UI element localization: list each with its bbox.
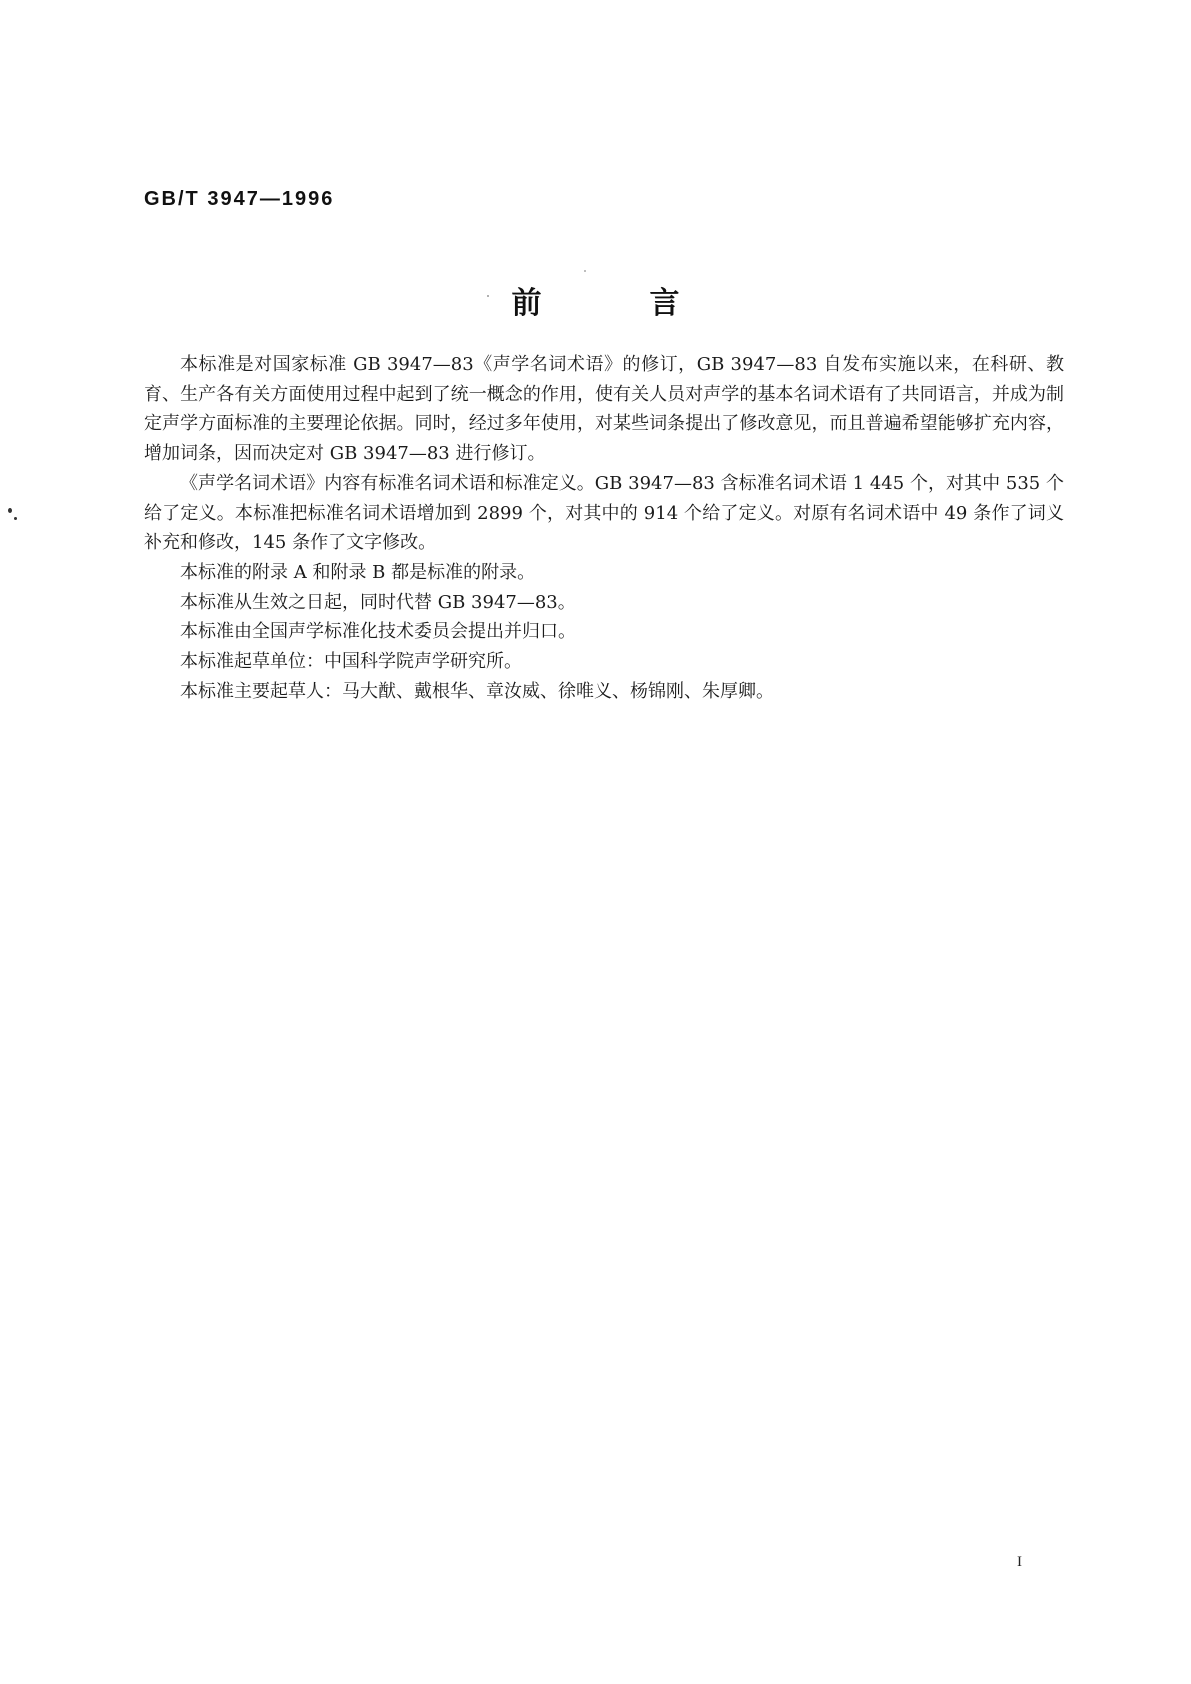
standard-code: GB/T 3947—1996 [144, 188, 335, 210]
page-number: I [1017, 1554, 1022, 1570]
page-title: 前言 [511, 286, 788, 321]
scan-mark [584, 270, 586, 272]
paragraph: 本标准由全国声学标准化技术委员会提出并归口。 [180, 621, 576, 643]
paragraph: 本标准的附录 A 和附录 B 都是标准的附录。 [180, 561, 536, 583]
paragraph: 本标准起草单位：中国科学院声学研究所。 [180, 651, 522, 673]
scan-mark [487, 295, 489, 297]
scan-mark [8, 508, 12, 513]
paragraph: 本标准是对国家标准 GB 3947—83《声学名词术语》的修订，GB 3947—83 自发布实施以来，在科研、教育、生产各有关方面使用过程中起到了统一概念的作用，使有关人员对声学的基本名词术语有了共同语言，并成为制定声学方面标准的主要理论依据。同时，经过多年使用，对某些词条提出了修改意见，而且普遍希望能够扩充内容，增加词条，因而决定对 GB 3947—83 进行修订。 [144, 354, 1064, 465]
foreword-body [144, 350, 1064, 706]
paragraph: 本标准从生效之日起，同时代替 GB 3947—83。 [180, 591, 576, 613]
paragraph: 《声学名词术语》内容有标准名词术语和标准定义。GB 3947—83 含标准名词术语 1 445 个，对其中 535 个给了定义。本标准把标准名词术语增加到 2899 个，对其中的 914 个给了定义。对原有名词术语中 49 条作了词义补充和修改，145 条作了文字修改。 [144, 472, 1064, 554]
scan-mark [14, 517, 17, 520]
paragraph: 本标准主要起草人：马大猷、戴根华、章汝威、徐唯义、杨锦刚、朱厚卿。 [180, 680, 774, 702]
